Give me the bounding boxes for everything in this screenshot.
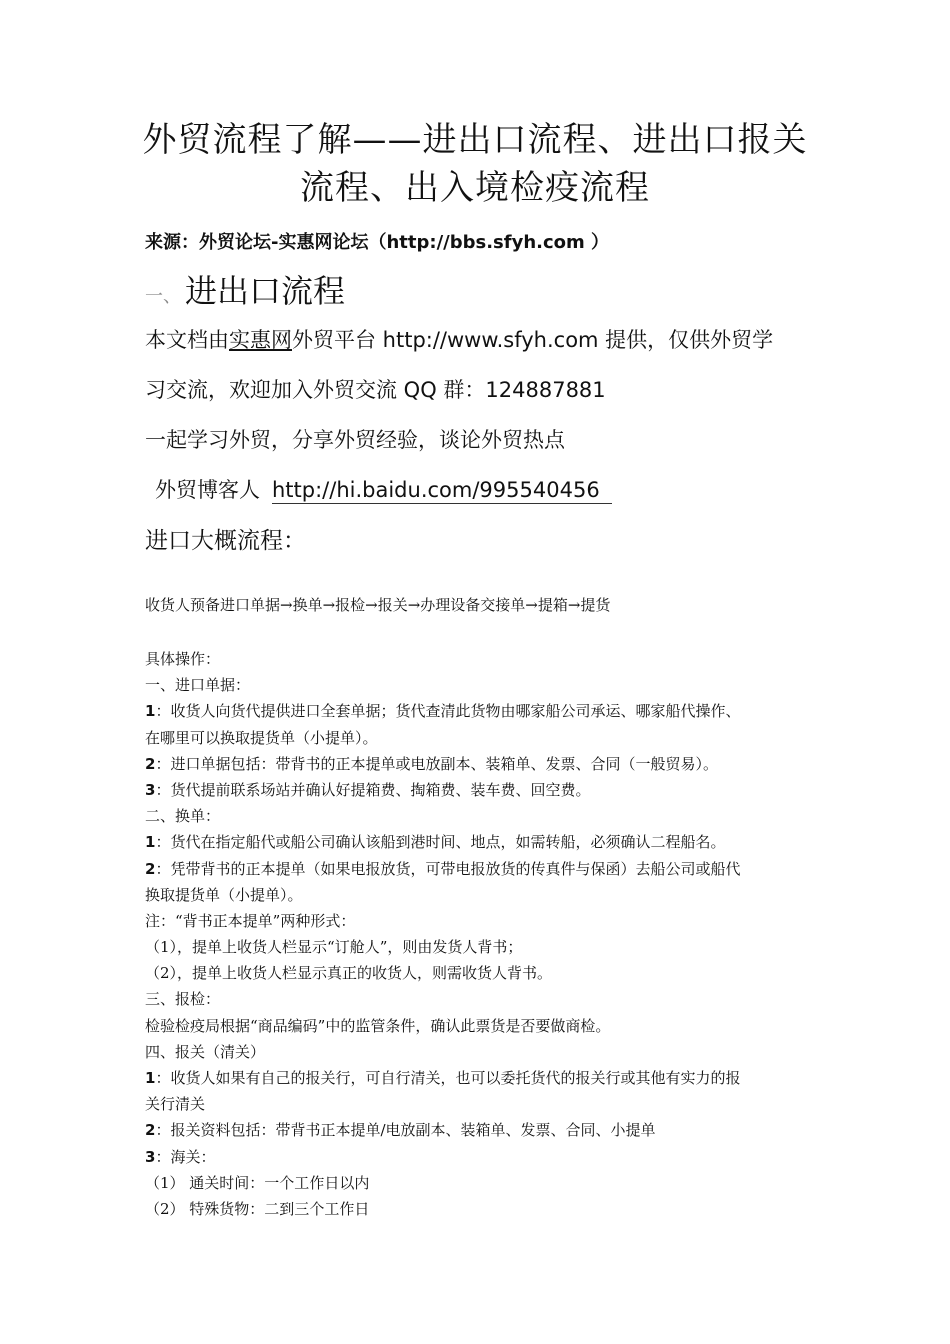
line-text: 二、换单： xyxy=(145,807,221,826)
line-text: （2），提单上收货人栏显示真正的收货人，则需收货人背书。 xyxy=(145,964,553,983)
section-heading-1 xyxy=(145,266,345,312)
sfyh-link[interactable]: 实惠网 xyxy=(229,328,292,352)
line-text: 关行清关 xyxy=(145,1095,206,1114)
source-line: 来源：外贸论坛-实惠网论坛（http://bbs.sfyh.com ） xyxy=(145,232,610,253)
line-text: ：进口单据包括：带背书的正本提单或电放副本、装箱单、发票、合同（一般贸易）。 xyxy=(155,754,718,773)
text-line xyxy=(145,751,815,777)
step-number: 2 xyxy=(145,859,156,878)
line-text: 在哪里可以换取提货单（小提单）。 xyxy=(145,728,378,747)
text-line xyxy=(145,698,815,724)
document-title-line-1: 外贸流程了解——进出口流程、进出口报关 xyxy=(142,120,808,160)
intro-line-3: 一起学习外贸，分享外贸经验，谈论外贸热点 xyxy=(145,428,565,452)
step-number: 2 xyxy=(145,1121,156,1140)
blog-url-link[interactable]: http://hi.baidu.com/995540456 xyxy=(272,477,612,504)
intro-line-1 xyxy=(145,324,773,354)
intro-line-2: 习交流，欢迎加入外贸交流 QQ 群：124887881 xyxy=(145,378,606,402)
text-line xyxy=(145,803,815,829)
text-line xyxy=(145,1039,815,1065)
text-line xyxy=(145,1196,815,1222)
line-text: ：凭带背书的正本提单（如果电报放货，可带电报放货的传真件与保函）去船公司或船代 xyxy=(155,859,741,878)
line-text: 一、进口单据： xyxy=(145,676,251,695)
line-text: ：海关： xyxy=(155,1147,216,1166)
import-flow: 收货人预备进口单据→换单→报检→报关→办理设备交接单→提箱→提货 xyxy=(145,596,611,614)
import-heading: 进口大概流程： xyxy=(145,528,306,554)
line-text: （1） 通关时间：一个工作日以内 xyxy=(145,1173,370,1192)
line-text: 换取提货单（小提单）。 xyxy=(145,885,303,904)
line-text: ：货代提前联系场站并确认好提箱费、掏箱费、装车费、回空费。 xyxy=(155,780,591,799)
blog-line xyxy=(155,474,612,504)
text-line xyxy=(145,646,815,672)
text-line xyxy=(145,960,815,986)
line-text: （2） 特殊货物：二到三个工作日 xyxy=(145,1199,370,1218)
step-number: 3 xyxy=(145,780,156,799)
text-line xyxy=(145,1144,815,1170)
line-text: 四、报关（清关） xyxy=(145,1042,266,1061)
line-text: ：收货人如果有自己的报关行，可自行清关，也可以委托货代的报关行或其他有实力的报 xyxy=(155,1069,741,1087)
section-number: 一、 xyxy=(145,286,181,307)
step-number: 1 xyxy=(145,833,156,852)
step-number: 2 xyxy=(145,754,156,773)
line-text: 三、报检： xyxy=(145,990,221,1009)
step-number: 1 xyxy=(145,702,156,721)
intro-text: 本文档由 xyxy=(145,328,229,352)
text-line xyxy=(145,856,815,882)
line-text: 检验检疫局根据“商品编码”中的监管条件，确认此票货是否要做商检。 xyxy=(145,1016,611,1035)
intro-text: 外贸平台 http://www.sfyh.com 提供，仅供外贸学 xyxy=(292,328,774,352)
operation-steps xyxy=(145,646,815,1222)
text-line xyxy=(145,829,815,855)
text-line xyxy=(145,1065,815,1091)
text-line xyxy=(145,725,815,751)
text-line xyxy=(145,1013,815,1039)
section-label: 进出口流程 xyxy=(185,272,346,310)
text-line xyxy=(145,934,815,960)
text-line xyxy=(145,986,815,1012)
text-line xyxy=(145,882,815,908)
line-text: ：报关资料包括：带背书正本提单/电放副本、装箱单、发票、合同、小提单 xyxy=(155,1121,656,1140)
text-line xyxy=(145,1091,815,1117)
text-line xyxy=(145,1117,815,1143)
line-text: 具体操作： xyxy=(145,650,221,668)
step-number: 1 xyxy=(145,1069,156,1087)
blog-label: 外贸博客人 xyxy=(155,478,260,502)
line-text: （1），提单上收货人栏显示“订舱人”，则由发货人背书； xyxy=(145,938,523,957)
text-line xyxy=(145,1170,815,1196)
text-line xyxy=(145,672,815,698)
text-line xyxy=(145,777,815,803)
step-number: 3 xyxy=(145,1147,156,1166)
line-text: 注：“背书正本提单”两种形式： xyxy=(145,911,356,930)
text-line xyxy=(145,908,815,934)
document-title-line-2: 流程、出入境检疫流程 xyxy=(300,168,650,208)
line-text: ：货代在指定船代或船公司确认该船到港时间、地点，如需转船，必须确认二程船名。 xyxy=(155,833,726,852)
line-text: ：收货人向货代提供进口全套单据；货代查清此货物由哪家船公司承运、哪家船代操作、 xyxy=(155,702,741,721)
